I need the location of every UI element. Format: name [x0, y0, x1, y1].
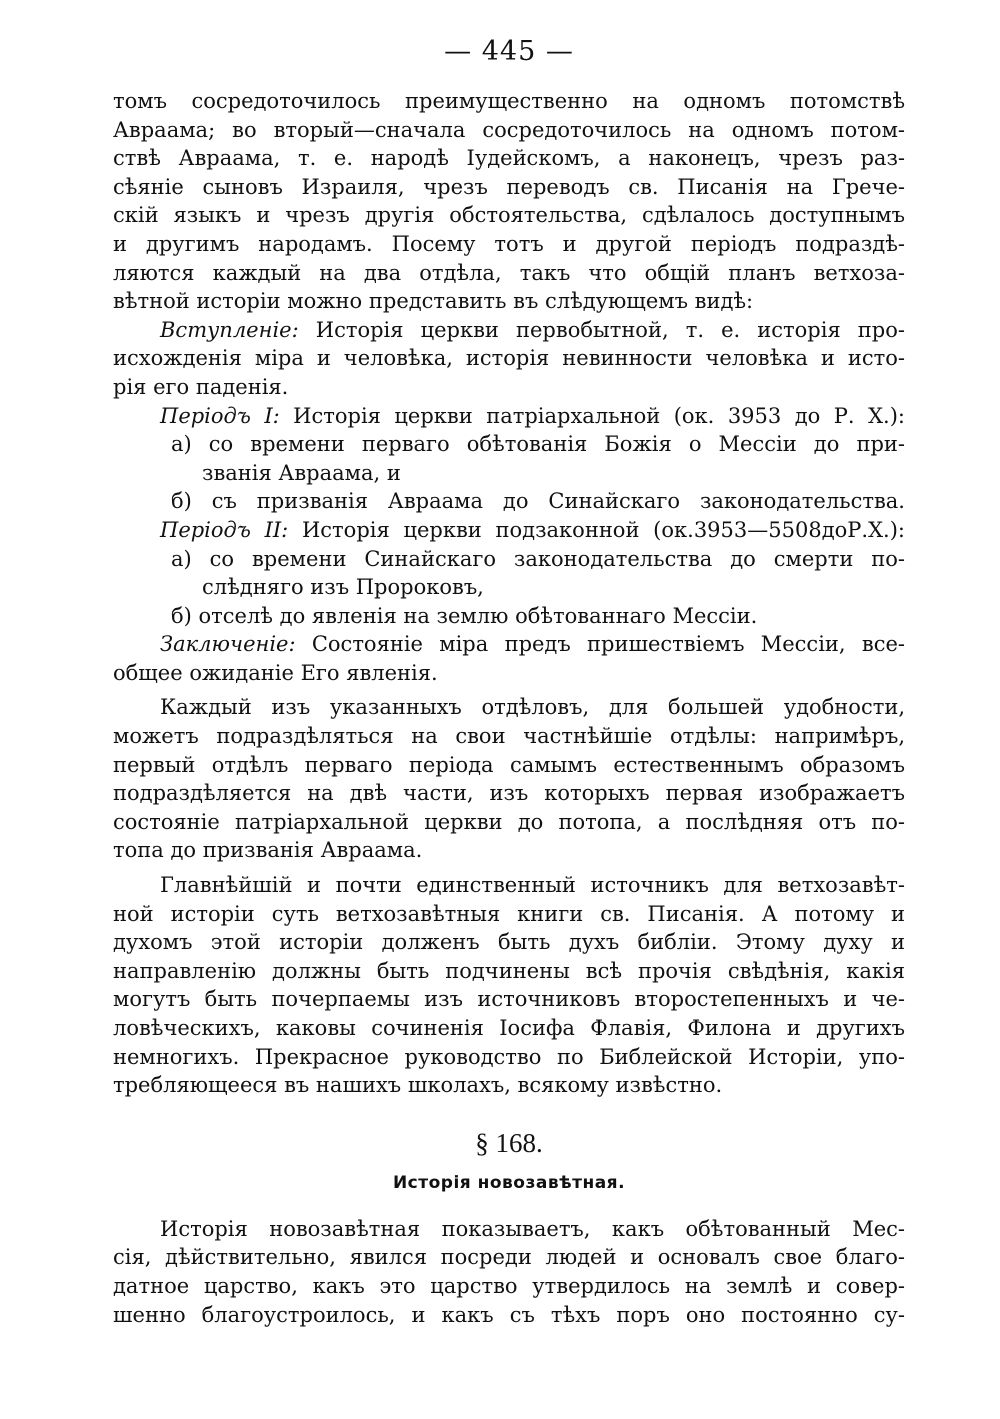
outline-label: Періодъ I:: [160, 403, 280, 428]
outline-heading-line: [113, 402, 905, 431]
outline-subitem-a: [113, 430, 905, 487]
text-line: датное царство, какъ это царство утвердилось на землѣ и совер-: [113, 1273, 905, 1298]
text-line: Авраама; во вторый—сначала сосредоточилось на одномъ потом-: [113, 117, 905, 142]
text-line: общее ожиданіе Его явленія.: [113, 660, 438, 685]
text-line: требляющееся въ нашихъ школахъ, всякому извѣстно.: [113, 1073, 723, 1098]
paragraph: [113, 1215, 905, 1329]
text-line: ляются каждый на два отдѣла, такъ что общій планъ ветхоза-: [113, 260, 905, 285]
paragraph-continuation: [113, 87, 905, 316]
outline-text: Исторія церкви подзаконной (ок.3953—5508доР.X.):: [288, 517, 905, 542]
text-line: томъ сосредоточилось преимущественно на одномъ потомствѣ: [113, 89, 905, 113]
text-line: ловѣческихъ, каковы сочиненія Іосифа Флавія, Филона и другихъ: [113, 1016, 905, 1040]
outline-heading-line: [113, 316, 905, 345]
outline-label: Вступленіе:: [160, 317, 299, 342]
text-line: б) отселѣ до явленія на землю обѣтованнаго Мессіи.: [171, 603, 758, 628]
text-line: б) съ призванія Авраама до Синайскаго законодательства.: [171, 489, 905, 514]
paragraph: [113, 693, 905, 865]
outline-subitem-a: [113, 545, 905, 602]
outline-period-1: [113, 402, 905, 431]
text-line: Каждый изъ указанныхъ отдѣловъ, для большей удобности,: [160, 695, 905, 720]
text-line: ствѣ Авраама, т. е. народѣ Іудейскомъ, а наконецъ, чрезъ раз-: [113, 146, 905, 171]
text-line: немногихъ. Прекрасное руководство по Библейской Исторіи, упо-: [113, 1044, 905, 1069]
outline-introduction: [113, 316, 905, 402]
outline-subitem-b: [113, 602, 905, 631]
book-page: [113, 36, 905, 1329]
page-number: — 445 —: [444, 36, 574, 67]
text-line: а) со времени перваго обѣтованія Божія о Мессіи до при-: [171, 432, 905, 457]
section-title: Исторія новозавѣтная.: [392, 1172, 626, 1193]
text-line: Исторія новозавѣтная показываетъ, какъ обѣтованный Мес-: [160, 1216, 905, 1241]
text-line: могутъ быть почерпаемы изъ источниковъ второстепенныхъ и че-: [113, 987, 905, 1012]
outline-text: Исторія церкви патріархальной (ок. 3953 до Р. X.):: [279, 403, 905, 428]
text-line: состояніе патріархальной церкви до потопа, а послѣдняя отъ по-: [113, 809, 905, 834]
text-line: исхожденія міра и человѣка, исторія невинности человѣка и исто-: [113, 346, 905, 371]
text-line: Главнѣйшій и почти единственный источникъ для ветхозавѣт-: [160, 873, 905, 898]
outline-subitem-b: [113, 487, 905, 516]
text-line: и другимъ народамъ. Посему тотъ и другой періодъ подраздѣ-: [113, 231, 905, 256]
text-line: слѣдняго изъ Пророковъ,: [202, 575, 484, 600]
text-line: шенно благоустроилось, и какъ съ тѣхъ поръ оно постоянно су-: [113, 1302, 905, 1327]
text-line: сѣяніе сыновъ Израиля, чрезъ переводъ св. Писанія на Грече-: [113, 174, 905, 199]
outline-text: Состояніе міра предъ пришествіемъ Мессіи, все-: [295, 632, 905, 657]
outline-text: Исторія церкви первобытной, т. е. исторія про-: [298, 317, 905, 342]
outline-heading-line: [113, 516, 905, 545]
text-line: скій языкъ и чрезъ другія обстоятельства, сдѣлалось доступнымъ: [113, 203, 905, 228]
text-line: рія его паденія.: [113, 374, 289, 399]
outline-label: Заключеніе:: [160, 632, 296, 657]
paragraph: [113, 871, 905, 1100]
text-line: первый отдѣлъ перваго періода самымъ естественнымъ образомъ: [113, 752, 905, 777]
section-number: § 168.: [475, 1127, 543, 1158]
text-line: званія Авраама, и: [202, 460, 401, 485]
text-line: топа до призванія Авраама.: [113, 838, 423, 863]
outline-label: Періодъ II:: [160, 517, 289, 542]
outline-period-2: [113, 516, 905, 545]
text-line: а) со времени Синайскаго законодательства до смерти по-: [171, 546, 905, 571]
outline-heading-line: [113, 630, 905, 659]
outline-conclusion: [113, 630, 905, 687]
text-line: подраздѣляется на двѣ части, изъ которыхъ первая изображаетъ: [113, 781, 905, 806]
text-line: вѣтной исторіи можно представить въ слѣдующемъ видѣ:: [113, 289, 754, 314]
text-line: можетъ подраздѣляться на свои частнѣйшіе отдѣлы: напримѣръ,: [113, 724, 905, 749]
text-line: сія, дѣйствительно, явился посреди людей и основалъ свое благо-: [113, 1245, 905, 1270]
text-line: ной исторіи суть ветхозавѣтныя книги св. Писанія. А потому и: [113, 901, 905, 926]
text-line: направленію должны быть подчинены всѣ прочія свѣдѣнія, какія: [113, 958, 905, 983]
text-line: духомъ этой исторіи долженъ быть духъ библіи. Этому духу и: [113, 930, 905, 955]
